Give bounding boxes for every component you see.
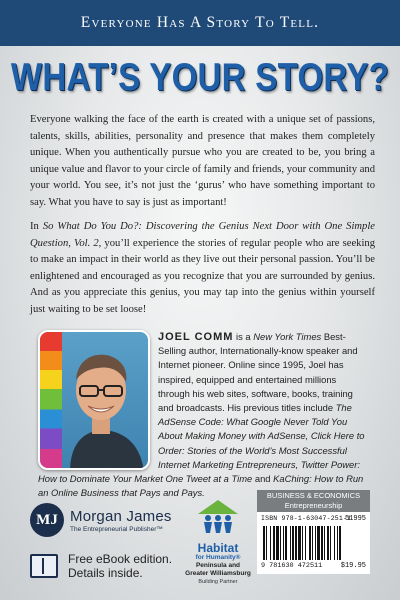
intro-p2-rest: , you’ll experience the stories of regular people who are seeking to make an impact in their world as they live out their personal passion. You’ll be enlightened and encouraged as you recognize that you are surrounded by genius. And as you appreciate this genius, you may tap into the genius within yourself just waiting to be set loose!: [30, 237, 375, 315]
barcode-bar: [339, 526, 341, 560]
author-bio: [38, 330, 370, 500]
category-label: [257, 490, 370, 512]
barcode-bar: [305, 526, 306, 560]
author-name: JOEL COMM: [158, 331, 234, 343]
habitat-title-2: for Humanity®: [195, 554, 241, 561]
publisher-monogram: MJ: [30, 503, 64, 537]
banner-text: Everyone Has A Story To Tell.: [80, 14, 320, 31]
habitat-house-icon: [196, 498, 240, 534]
photo-spacer: [38, 330, 158, 472]
publisher-tagline: The Entrepreneurial Publisher™: [70, 525, 163, 533]
barcode-bar: [283, 526, 284, 560]
intro-p2-start: In: [30, 221, 43, 232]
bio-nyt: New York Times: [253, 331, 322, 342]
barcode-bar: [266, 526, 267, 560]
top-banner: [0, 0, 400, 46]
intro-paragraph-2: [30, 219, 375, 318]
headline: WHAT’S YOUR STORY?: [10, 54, 390, 99]
publisher-text: [70, 508, 172, 533]
barcode-bar: [327, 526, 329, 560]
barcode-addon: 51995: [344, 515, 366, 523]
barcode-bar: [312, 526, 313, 560]
barcode-bar: [270, 526, 271, 560]
barcode-bar: [292, 526, 294, 560]
barcode-bar: [280, 526, 281, 560]
publisher-logo: [30, 500, 180, 540]
intro-text: [30, 112, 375, 318]
category-line-1: BUSINESS & ECONOMICS: [266, 491, 361, 500]
barcode-bar: [317, 526, 320, 560]
price: $19.95: [340, 562, 366, 570]
barcode-bar: [309, 526, 311, 560]
barcode-bar: [285, 526, 287, 560]
book-title: So What Do You Do?: Discovering the Genius Next Door with One Simple Question, Vol. 2: [30, 221, 375, 249]
ebook-line-2: Details inside.: [68, 566, 143, 580]
barcode-bar: [295, 526, 297, 560]
barcode-bar: [273, 526, 275, 560]
habitat-sub-2: Greater Williamsburg: [185, 570, 251, 577]
barcode-bar: [276, 526, 279, 560]
habitat-sub-1: Peninsula and: [195, 562, 241, 569]
habitat-sub-3: Building Partner: [198, 579, 238, 585]
barcode-bar: [263, 526, 265, 560]
barcode-bar: [330, 526, 331, 560]
barcode-bars: [263, 526, 364, 560]
ebook-device-icon: [30, 554, 58, 578]
barcode-bar: [302, 526, 303, 560]
barcode-bar: [290, 526, 291, 560]
barcode-bar: [315, 526, 316, 560]
bio-text-2: Best-Selling author, Internationally-know speaker and Internet pioneer. Online since 1995, Joel has inspired, equipped and entertained millions through his web sites, software, books, training and broadcasts. His previous titles include: [158, 331, 358, 414]
barcode-bar: [337, 526, 338, 560]
habitat-logo: [183, 498, 253, 588]
barcode-box: [257, 512, 370, 574]
ebook-line-1: Free eBook edition.: [68, 552, 173, 566]
barcode-bar: [298, 526, 301, 560]
barcode-bar: [324, 526, 325, 560]
bio-text-3: and: [252, 473, 274, 485]
habitat-title-1: Habitat: [197, 541, 239, 555]
bio-books-1: The AdSense Code: What Google Never Told You About Making Money with AdSense, Click Here to Order: Stories of the World’s Most Successful Internet Marketing Entrepreneurs, Twitter Power: How to Dominate Your Market One Tweet at a Time: [38, 402, 365, 485]
barcode-bar: [321, 526, 323, 560]
bio-text-1: is a: [233, 331, 254, 342]
intro-paragraph-1: Everyone walking the face of the earth is created with a unique set of passions, talents, skills, abilities, personality and presence that makes them completely unique. When you authentically pursue who you are created to be, you bring a unique value and flavor to your circle of family and friends, your community and your world. You see, it’s not just the ‘gurus’ who have something important to say. What you have to say is just as important!: [30, 114, 375, 208]
bio-books-2: KaChing: How to Run an Online Business that Pays and Pays.: [38, 473, 364, 499]
isbn-text: ISBN 978-1-63047-251-1: [261, 515, 352, 522]
barcode-digits: 9 781630 472511: [261, 562, 323, 570]
ebook-offer: [30, 548, 200, 584]
publisher-name: Morgan James: [70, 507, 172, 525]
barcode-bar: [334, 526, 335, 560]
ebook-text: [68, 552, 172, 580]
category-line-2: Entrepreneurship: [284, 501, 343, 510]
